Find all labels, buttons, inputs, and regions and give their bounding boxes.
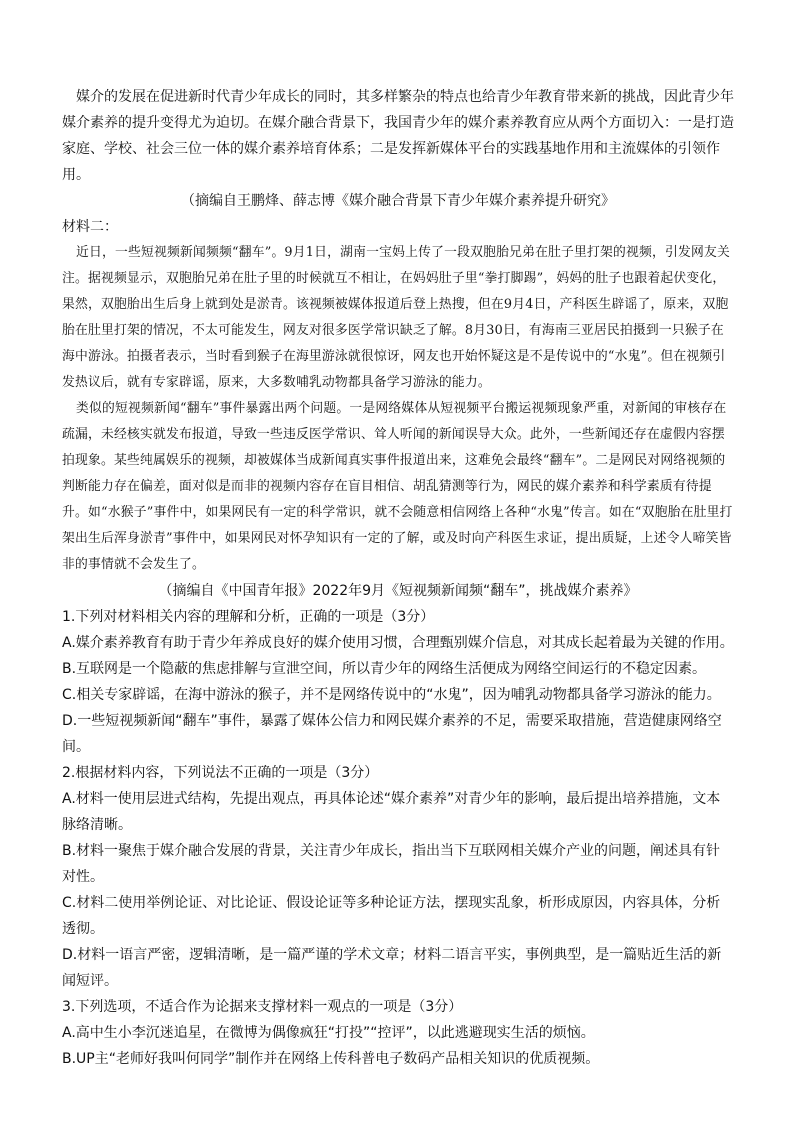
- question-2-option-d: D.材料一语言严密，逻辑清晰，是一篇严谨的学术文章；材料二语言平实，事例典型，是一篇贴近生活的新闻短评。: [62, 947, 722, 989]
- material1-paragraph: 媒介的发展在促进新时代青少年成长的同时，其多样繁杂的特点也给青少年教育带来新的挑战，因此青少年媒介素养的提升变得尤为迫切。在媒介融合背景下，我国青少年的媒介素养教育应从两个方面切入：一是打造家庭、学校、社会三位一体的媒介素养培育体系；二是发挥新媒体平台的实践基地作用和主流媒体的引领作用。: [62, 89, 734, 183]
- question-1-option-b: B.互联网是一个隐蔽的焦虑排解与宣泄空间，所以青少年的网络生活便成为网络空间运行的不稳定因素。: [62, 661, 707, 677]
- question-1-option-a: A.媒介素养教育有助于青少年养成良好的媒介使用习惯，合理甄别媒介信息，对其成长起着最为关键的作用。: [62, 635, 734, 651]
- material1-source: （摘编自王鹏烽、薛志博《媒介融合背景下青少年媒介素养提升研究》: [181, 193, 615, 209]
- question-1-option-c: C.相关专家辟谣，在海中游泳的猴子，并不是网络传说中的“水鬼”，因为哺乳动物都具备学习游泳的能力。: [62, 687, 721, 703]
- question-3-stem: 3.下列选项，不适合作为论据来支撑材料一观点的一项是（3分）: [62, 999, 463, 1015]
- material2-source: （摘编自《中国青年报》2022年9月《短视频新闻频“翻车”，挑战媒介素养》: [158, 583, 638, 599]
- question-3-option-b: B.UP主“老师好我叫何同学”制作并在网络上传科普电子数码产品相关知识的优质视频。: [62, 1051, 600, 1067]
- material2-paragraph-2: 类似的短视频新闻“翻车”事件暴露出两个问题。一是网络媒体从短视频平台搬运视频现象严重，对新闻的审核存在疏漏，未经核实就发布报道，导致一些违反医学常识、耸人听闻的新闻误导大众。此外，一些新闻还存在虚假内容摆拍现象。某些纯属娱乐的视频，却被媒体当成新闻真实事件报道出来，这难免会最终“翻车”。二是网民对网络视频的判断能力存在偏差，面对似是而非的视频内容存在盲目相信、胡乱猜测等行为，网民的媒介素养和科学素质有待提升。如“水猴子”事件中，如果网民有一定的科学常识，就不会随意相信网络上各种“水鬼”传言。如在“双胞胎在肚里打架出生后浑身淤青”事件中，如果网民对怀孕知识有一定的了解，或及时向产科医生求证，提出质疑，上述令人啼笑皆非的事情就不会发生了。: [62, 401, 733, 572]
- question-2-option-c: C.材料二使用举例论证、对比论证、假设论证等多种论证方法，摆现实乱象，析形成原因，内容具体，分析透彻。: [62, 895, 721, 937]
- question-2-option-a: A.材料一使用层进式结构，先提出观点，再具体论述“媒介素养”对青少年的影响，最后提出培养措施，文本脉络清晰。: [62, 791, 721, 833]
- question-1-option-d: D.一些短视频新闻“翻车”事件，暴露了媒体公信力和网民媒介素养的不足，需要采取措施，营造健康网络空间。: [62, 713, 722, 755]
- question-2-stem: 2.根据材料内容，下列说法不正确的一项是（3分）: [62, 765, 379, 781]
- question-1-stem: 1.下列对材料相关内容的理解和分析，正确的一项是（3分）: [62, 609, 435, 625]
- material2-label: 材料二：: [62, 219, 118, 235]
- material2-paragraph-1: 近日，一些短视频新闻频频“翻车”。9月1日，湖南一宝妈上传了一段双胞胎兄弟在肚子里打架的视频，引发网友关注。据视频显示，双胞胎兄弟在肚子里的时候就互不相让，在妈妈肚子里“拳打脚踢”，妈妈的肚子也跟着起伏变化，果然，双胞胎出生后身上就到处是淤青。该视频被媒体报道后登上热搜，但在9月4日，产科医生辟谣了，原来，双胞胎在肚里打架的情况，不太可能发生，网友对很多医学常识缺乏了解。8月30日，有海南三亚居民拍摄到一只猴子在海中游泳。拍摄者表示，当时看到猴子在海里游泳就很惊讶，网友也开始怀疑这是不是传说中的“水鬼”。但在视频引发热议后，就有专家辟谣，原来，大多数哺乳动物都具备学习游泳的能力。: [62, 245, 731, 390]
- question-3-option-a: A.高中生小李沉迷追星，在微博为偶像疯狂“打投”“控评”，以此逃避现实生活的烦恼。: [62, 1025, 595, 1041]
- question-2-option-b: B.材料一聚焦于媒介融合发展的背景，关注青少年成长，指出当下互联网相关媒介产业的问题，阐述具有针对性。: [62, 843, 721, 885]
